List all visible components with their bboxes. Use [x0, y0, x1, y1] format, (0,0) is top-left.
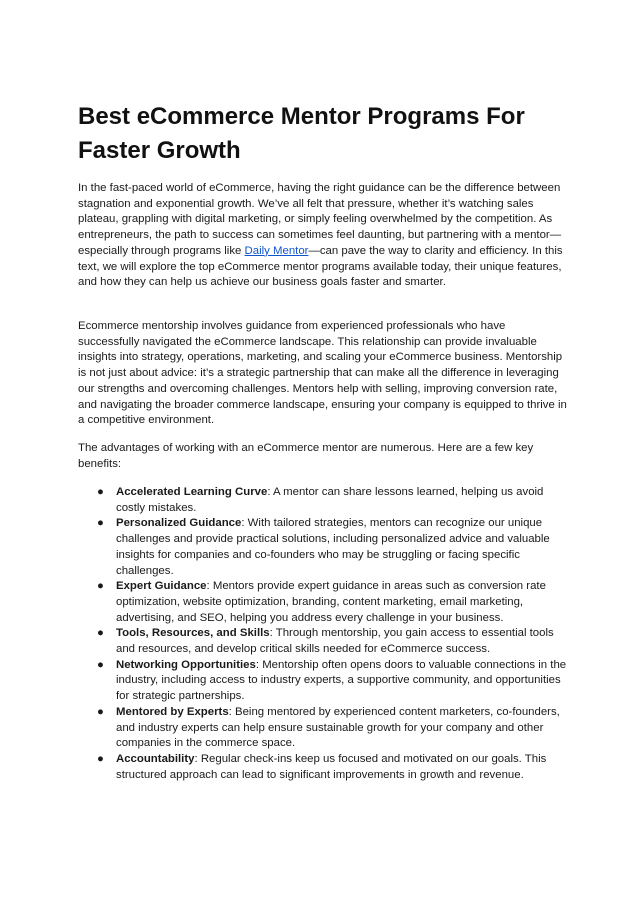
benefit-text: : Being mentored by experienced content marketers, co-founders, and industry experts can help ensure sustainable growth for your company and other companies in the commerce space.	[116, 705, 560, 750]
benefit-text: : Regular check-ins keep us focused and motivated on our goals. This structured approach can lead to significant improvements in growth and revenue.	[116, 752, 547, 781]
benefit-term: Accelerated Learning Curve	[116, 486, 268, 498]
bullet-icon: ●	[97, 658, 104, 671]
bullet-icon: ●	[97, 705, 104, 718]
benefit-term: Tools, Resources, and Skills	[116, 627, 270, 640]
list-item	[78, 626, 568, 657]
list-item	[78, 485, 568, 516]
daily-mentor-link[interactable]: Daily Mentor	[244, 244, 309, 257]
benefit-text: : Mentorship often opens doors to valuable connections in the industry, including access to industry experts, a supportive community, and opportunities for strategic partnerships.	[116, 658, 567, 703]
mentorship-paragraph: Ecommerce mentorship involves guidance from experienced professionals who have successfully navigated the eCommerce landscape. This relationship can provide invaluable insights into strategy, operations, marketing, and scaling your eCommerce business. Mentorship is not just about advice: it’s a strategic partnership that can make all the difference in leveraging our strengths and overcoming challenges. Mentors help with selling, improving conversion rate, and navigating the broader commerce landscape, ensuring your company is equipped to thrive in a competitive environment.	[78, 320, 567, 427]
advantages-paragraph: The advantages of working with an eCommerce mentor are numerous. Here are a few key benefits:	[78, 442, 534, 470]
list-item	[78, 658, 568, 705]
list-item	[78, 579, 568, 626]
bullet-icon: ●	[97, 580, 104, 593]
benefit-term: Mentored by Experts	[116, 705, 229, 718]
benefit-text: : Through mentorship, you gain access to essential tools and resources, and develop critical skills needed for eCommerce success.	[116, 627, 554, 656]
benefit-text: : With tailored strategies, mentors can recognize our unique challenges and provide practical solutions, including personalized advice and valuable insights for companies and co-founders who may be struggling or facing specific challenges.	[116, 517, 550, 577]
intro-paragraph	[78, 181, 568, 291]
bullet-icon: ●	[97, 627, 104, 640]
list-item	[78, 705, 568, 752]
benefit-term: Expert Guidance	[116, 580, 207, 593]
benefit-term: Accountability	[116, 752, 195, 765]
bullet-icon: ●	[97, 486, 104, 498]
benefits-list	[78, 485, 568, 783]
benefit-term: Personalized Guidance	[116, 517, 242, 530]
page-title: Best eCommerce Mentor Programs For Faster Growth	[78, 103, 525, 164]
intro-text-before-link: In the fast-paced world of eCommerce, having the right guidance can be the difference between stagnation and exponential growth. We’ve all felt that pressure, whether it’s watching sales plateau, grappling with digital marketing, or simply feeling overwhelmed by the competition. As entrepreneurs, the path to success can sometimes feel daunting, but partnering with a mentor—especially through programs like	[78, 182, 562, 257]
list-item	[78, 752, 568, 783]
benefit-term: Networking Opportunities	[116, 658, 256, 671]
list-item	[78, 516, 568, 579]
bullet-icon: ●	[97, 752, 104, 765]
benefit-text: : A mentor can share lessons learned, helping us avoid costly mistakes.	[116, 486, 544, 514]
bullet-icon: ●	[97, 517, 104, 530]
intro-text-after-link: —can pave the way to clarity and efficiency. In this text, we will explore the top eCommerce mentor programs available today, their unique features, and how they can help us achieve our business goals faster and smarter.	[78, 244, 563, 289]
benefit-text: : Mentors provide expert guidance in areas such as conversion rate optimization, website optimization, branding, content marketing, email marketing, advertising, and SEO, helping you address every challenge in your business.	[116, 580, 546, 624]
